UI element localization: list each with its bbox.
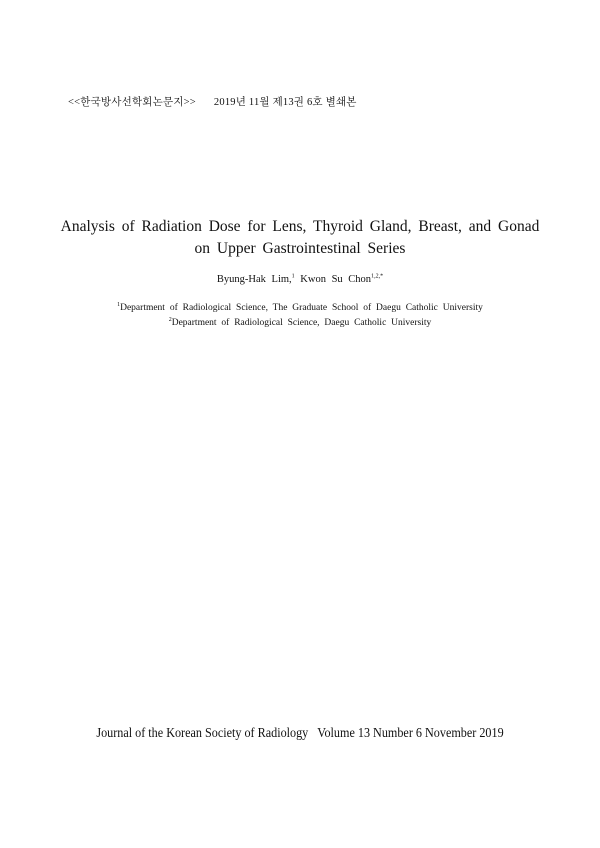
- reprint-header: [68, 94, 357, 109]
- paper-title-line-2: on Upper Gastrointestinal Series: [194, 240, 406, 257]
- affiliation-mark: 1: [117, 301, 121, 308]
- journal-name: Journal of the Korean Society of Radiology: [96, 725, 309, 740]
- author-affiliation-mark: 1,2,*: [371, 273, 384, 280]
- issue-info: 2019년 11월 제13권 6호 별쇄본: [213, 97, 357, 108]
- author-affiliation-mark: 1: [291, 273, 295, 280]
- author-name: Byung-Hak Lim,: [216, 274, 292, 285]
- affiliation-text: Department of Radiological Science, Daegu Catholic University: [171, 318, 432, 328]
- author-name: Kwon Su Chon: [300, 274, 372, 285]
- affiliation-text: Department of Radiological Science, The Graduate School of Daegu Catholic University: [120, 303, 483, 313]
- affiliation-mark: 2: [168, 316, 172, 323]
- journal-tag: <<한국방사선학회논문지>>: [68, 97, 196, 108]
- author-list: [0, 274, 600, 285]
- affiliation-1: [0, 303, 600, 313]
- paper-title-line-1: Analysis of Radiation Dose for Lens, Thyroid Gland, Breast, and Gonad: [60, 218, 540, 235]
- affiliation-2: [0, 318, 600, 328]
- journal-footer: [30, 725, 570, 741]
- volume-info: Volume 13 Number 6 November 2019: [317, 725, 504, 740]
